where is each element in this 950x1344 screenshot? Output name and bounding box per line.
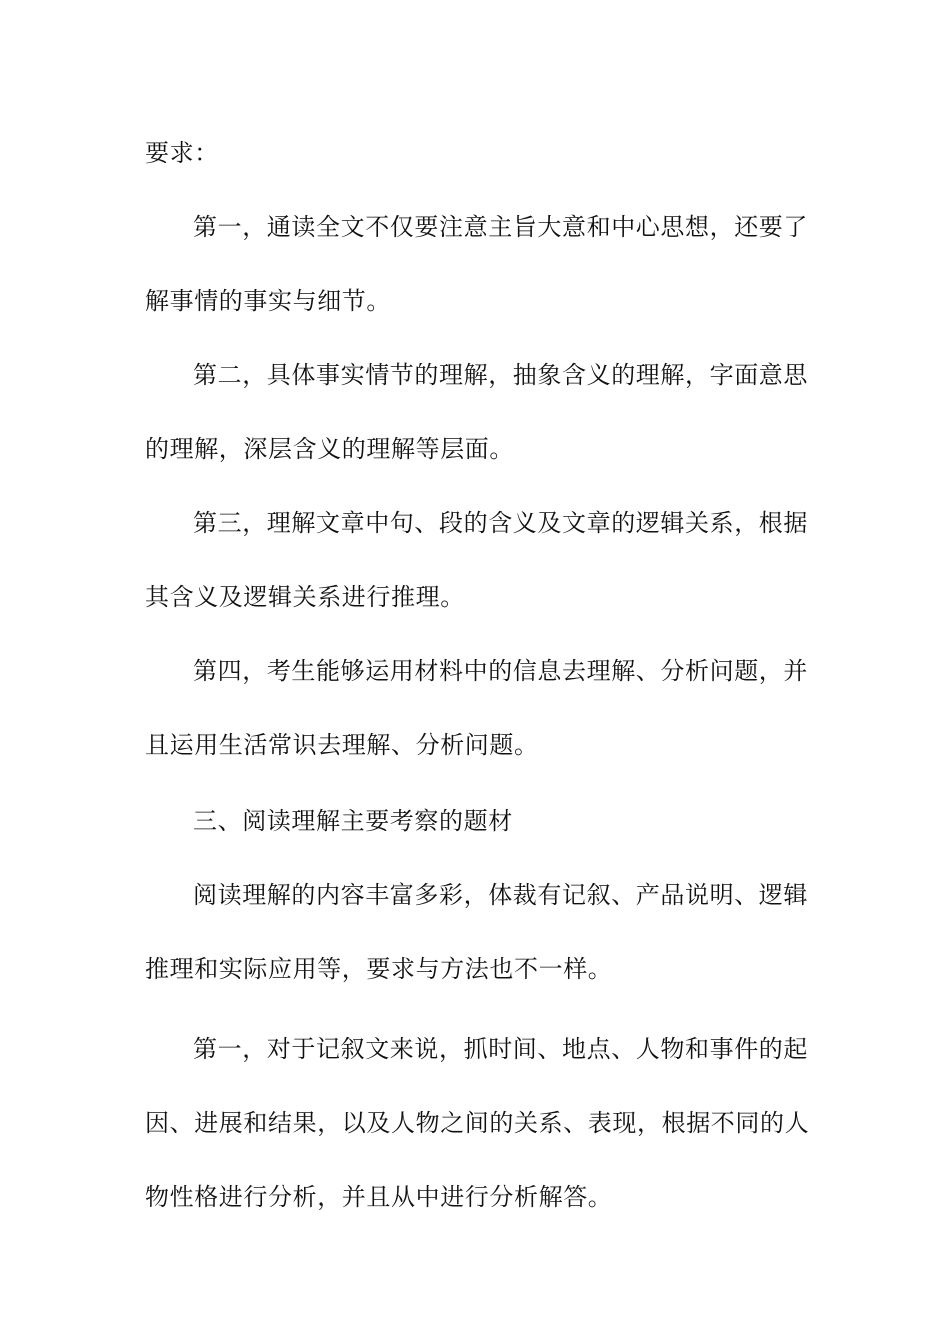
paragraph-3-line-1: 第三，理解文章中句、段的含义及文章的逻辑关系，根据	[193, 509, 808, 537]
paragraph-3-line-2: 其含义及逻辑关系进行推理。	[145, 583, 465, 611]
paragraph-1-line-1: 第一，通读全文不仅要注意主旨大意和中心思想，还要了	[193, 213, 808, 241]
paragraph-4-line-1: 第四，考生能够运用材料中的信息去理解、分析问题，并	[193, 657, 808, 685]
paragraph-2-line-2: 的理解，深层含义的理解等层面。	[145, 435, 514, 463]
requirements-label: 要求：	[145, 139, 219, 167]
section-heading: 三、阅读理解主要考察的题材	[193, 807, 513, 835]
paragraph-4-line-2: 且运用生活常识去理解、分析问题。	[145, 731, 539, 759]
paragraph-5-line-1: 阅读理解的内容丰富多彩，体裁有记叙、产品说明、逻辑	[193, 881, 808, 909]
paragraph-6-line-2: 因、进展和结果，以及人物之间的关系、表现，根据不同的人	[145, 1109, 810, 1137]
paragraph-2-line-1: 第二，具体事实情节的理解，抽象含义的理解，字面意思	[193, 361, 808, 389]
paragraph-5-line-2: 推理和实际应用等，要求与方法也不一样。	[145, 955, 613, 983]
paragraph-6-line-1: 第一，对于记叙文来说，抓时间、地点、人物和事件的起	[193, 1035, 808, 1063]
paragraph-6-line-3: 物性格进行分析，并且从中进行分析解答。	[145, 1183, 613, 1211]
paragraph-1-line-2: 解事情的事实与细节。	[145, 287, 391, 315]
